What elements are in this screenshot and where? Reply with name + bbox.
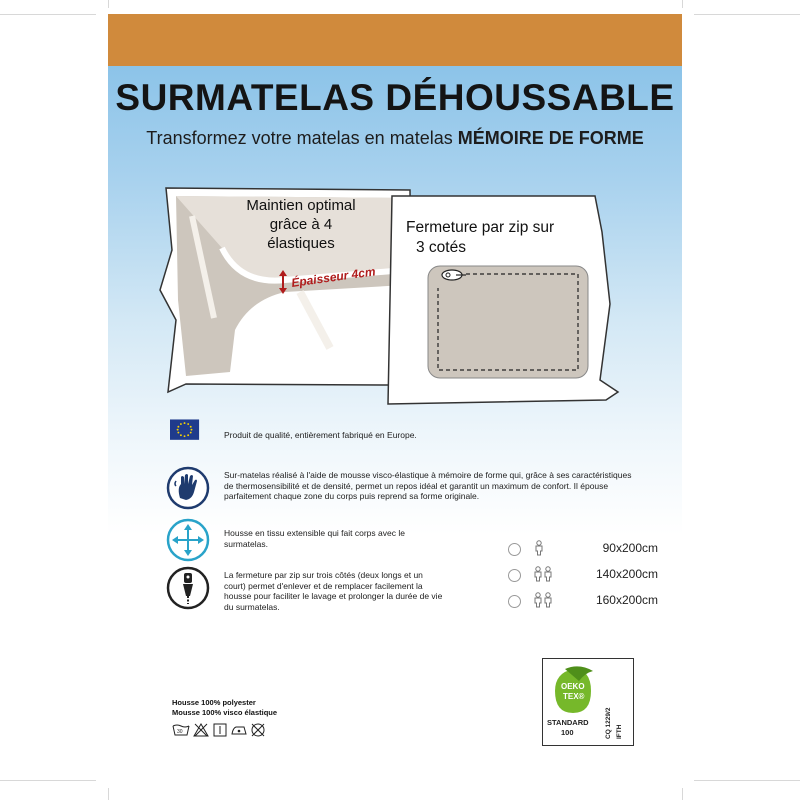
hand-print-icon (166, 466, 210, 510)
dry-flat-icon (214, 724, 226, 736)
wash-30-icon (173, 725, 189, 735)
feature-zip-closure (166, 566, 466, 616)
two-persons-icon (532, 566, 554, 582)
two-persons-icon (532, 592, 554, 608)
size-radio[interactable] (508, 543, 521, 556)
oeko-text: OEKO (561, 682, 585, 691)
eu-flag-icon (166, 418, 206, 450)
size-radio[interactable] (508, 569, 521, 582)
standard-text: STANDARD (547, 718, 589, 727)
care-symbols (172, 722, 272, 738)
feature-text: Sur-matelas réalisé à l'aide de mousse visco-élastique à mémoire de forme qui, grâce à ses caractéristiques de thermosensibilité et de densité, permet un repos idéal et garantit un maximum de confort. Il épouse parfaitement chaque zone du corps puis reprend sa forme originale. (224, 470, 632, 501)
subtitle-prefix: Transformez votre matelas en matelas (146, 128, 458, 148)
feature-text: Produit de qualité, entièrement fabriqué en Europe. (224, 430, 417, 440)
callout-zip-line1: Fermeture par zip sur (406, 219, 555, 236)
size-label: 160x200cm (595, 593, 658, 607)
callout-elastic: Maintien optimal grâce à 4 élastiques (246, 197, 356, 252)
page-title: SURMATELAS DÉHOUSSABLE (115, 77, 675, 118)
oeko-tex-label (542, 658, 634, 746)
zip-diagram (428, 266, 588, 378)
feature-text: La fermeture par zip sur trois côtés (deux longs et un court) permet d'enlever et de remplacer facilement la housse pour faciliter le lavage et prolonger la durée de vie du surmatelas. (224, 570, 443, 612)
thickness-label: Épaisseur 4cm (290, 264, 377, 290)
subtitle-bold: MÉMOIRE DE FORME (457, 128, 644, 148)
feature-made-in-europe (166, 418, 466, 458)
no-bleach-icon (194, 724, 208, 736)
one-person-icon (532, 540, 546, 556)
feature-memory-foam (166, 466, 632, 514)
cert-institute: IFTH (616, 724, 623, 739)
svg-text:30: 30 (177, 729, 183, 735)
size-option[interactable] (508, 540, 658, 566)
stretch-arrows-icon (166, 518, 210, 562)
composition-info (172, 698, 277, 718)
size-option[interactable] (508, 592, 658, 618)
composition-foam: Mousse 100% visco élastique (172, 708, 278, 717)
feature-text: Housse en tissu extensible qui fait corps avec le surmatelas. (224, 528, 405, 549)
no-dry-clean-icon (252, 724, 264, 736)
zipper-icon (166, 566, 210, 610)
iron-low-icon (232, 727, 246, 734)
size-label: 140x200cm (595, 567, 658, 581)
oeko-tex-logo (543, 659, 633, 745)
cert-code: CQ 1229/2 (605, 707, 612, 739)
tex-text: TEX® (563, 692, 585, 701)
standard-number: 100 (561, 728, 574, 737)
feature-stretch-cover (166, 518, 466, 564)
callout-zip-line2: 3 cotés (416, 239, 466, 256)
size-option[interactable] (508, 566, 658, 592)
size-radio[interactable] (508, 595, 521, 608)
size-options (508, 540, 658, 618)
composition-cover: Housse 100% polyester (172, 698, 256, 707)
size-label: 90x200cm (602, 541, 658, 555)
